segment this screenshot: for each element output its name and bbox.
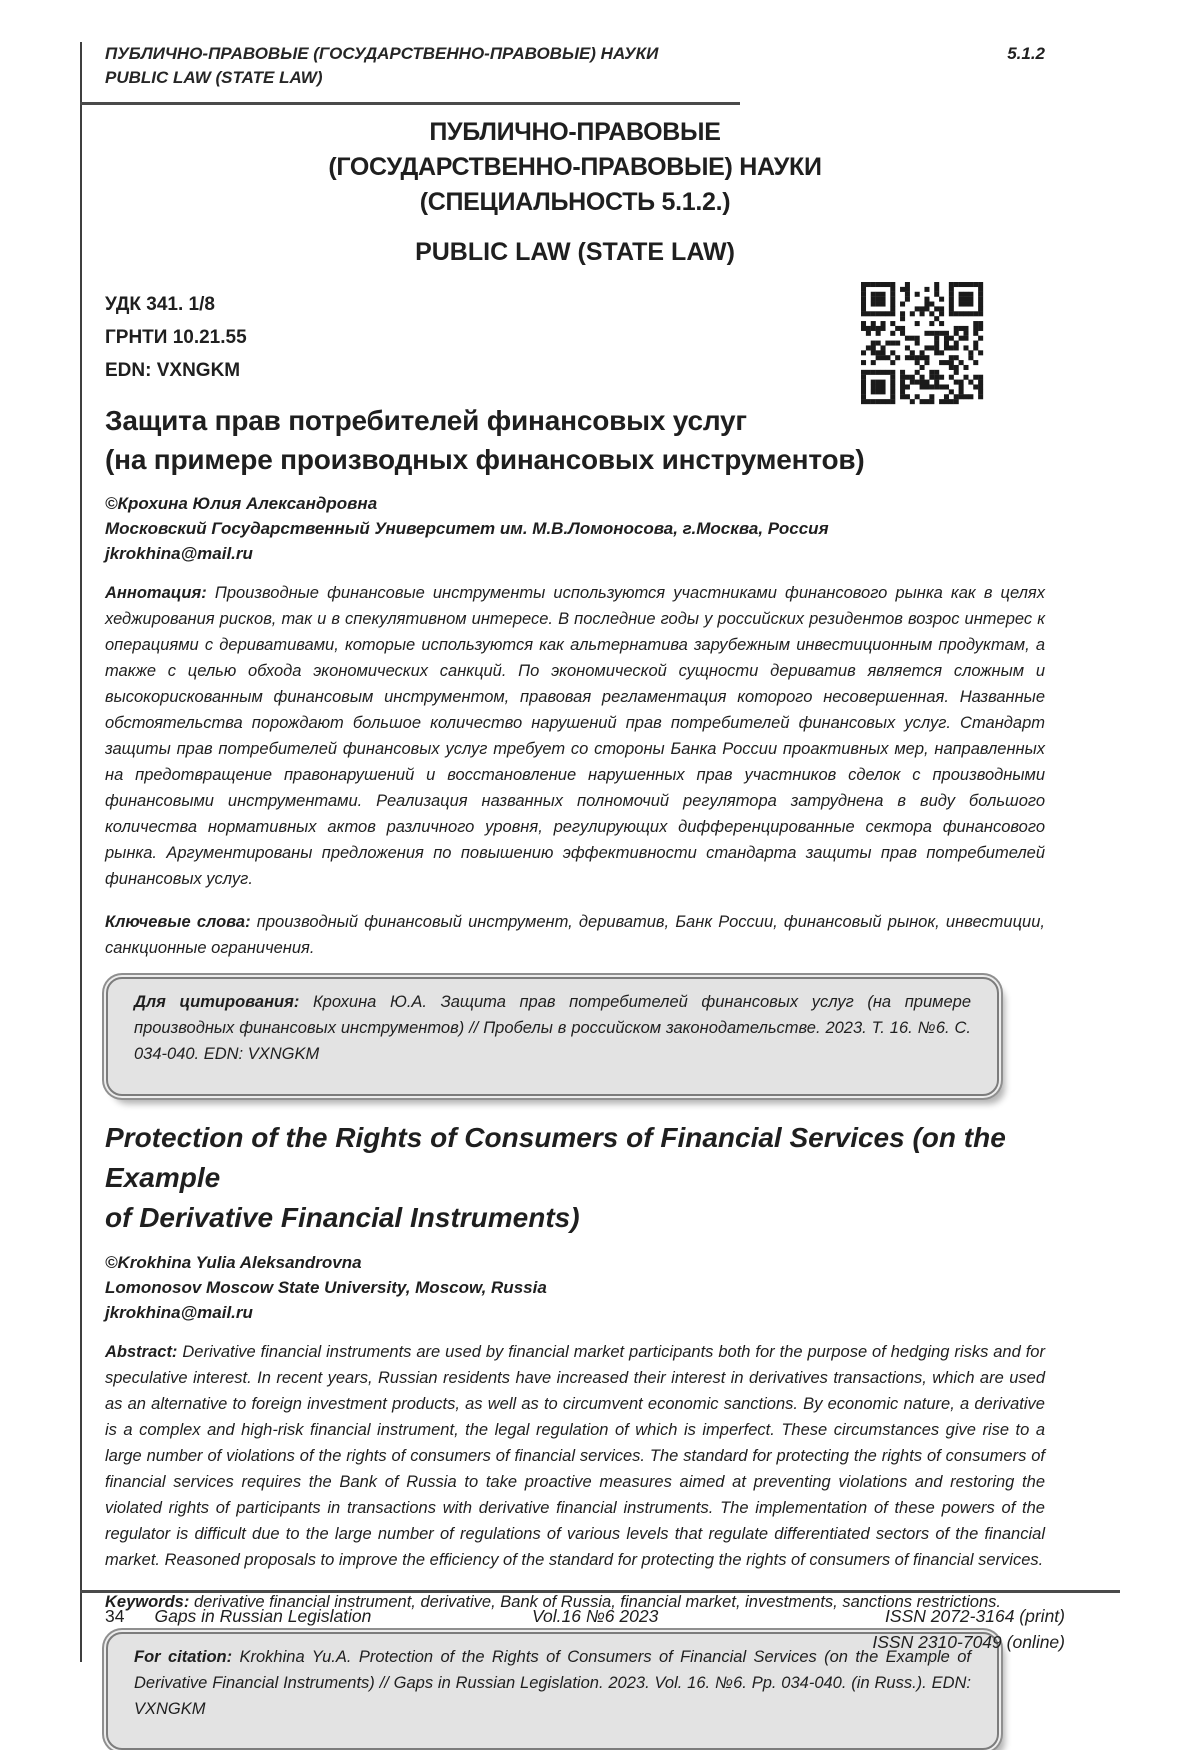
citation-label-en: For citation: xyxy=(134,1648,232,1666)
page-number: 34 xyxy=(80,1603,124,1629)
footer-rule xyxy=(80,1590,1120,1593)
running-head-title-ru: ПУБЛИЧНО-ПРАВОВЫЕ (ГОСУДАРСТВЕННО-ПРАВОВЫЕ) НАУКИ xyxy=(105,42,658,66)
article-title-ru-line1: Защита прав потребителей финансовых услуг xyxy=(105,401,1045,440)
edn-code: EDN: VXNGKM xyxy=(105,354,1045,387)
udk-code: УДК 341. 1/8 xyxy=(105,288,1045,321)
author-email-ru: jkrokhina@mail.ru xyxy=(105,541,1045,566)
keywords-text-ru: производный финансовый инструмент, дериватив, Банк России, финансовый рынок, инвестиции, санкционные ограничения. xyxy=(105,913,1045,957)
abstract-label-en: Abstract: xyxy=(105,1343,177,1361)
abstract-label-ru: Аннотация: xyxy=(105,584,207,602)
abstract-en xyxy=(105,1339,1045,1573)
running-head xyxy=(105,42,1045,90)
keywords-text-en: derivative financial instrument, derivative, Bank of Russia, financial market, investments, sanctions restrictions. xyxy=(194,1593,1001,1611)
left-margin-rule xyxy=(80,42,82,1662)
issn-print: ISSN 2072-3164 (print) xyxy=(872,1603,1065,1629)
header-rule xyxy=(80,102,740,105)
page-footer xyxy=(80,1590,1120,1655)
issn-block xyxy=(872,1603,1120,1655)
article-title-ru xyxy=(105,401,1045,479)
citation-text-en: Krokhina Yu.A. Protection of the Rights of Consumers of Financial Services (on the Example of Derivative Financial Instruments) // Gaps in Russian Legislation. 2023. Vol. 16. №6. Pp. 034-040. (in Russ.). EDN: VXNGKM xyxy=(134,1648,971,1718)
issn-online: ISSN 2310-7049 (online) xyxy=(872,1629,1065,1655)
author-affiliation-en: Lomonosov Moscow State University, Moscow, Russia xyxy=(105,1275,1045,1300)
citation-text-ru: Крохина Ю.А. Защита прав потребителей финансовых услуг (на примере производных финансовых инструментов) // Пробелы в российском законодательстве. 2023. Т. 16. №6. С. 034-040. EDN: VXNGKM xyxy=(134,993,971,1063)
section-heading-line3: (СПЕЦИАЛЬНОСТЬ 5.1.2.) xyxy=(105,185,1045,220)
author-affiliation-ru: Московский Государственный Университет им. М.В.Ломоносова, г.Москва, Россия xyxy=(105,516,1045,541)
qr-code xyxy=(861,282,983,404)
author-block-en xyxy=(105,1250,1045,1325)
citation-label-ru: Для цитирования: xyxy=(134,993,299,1011)
keywords-label-en: Keywords: xyxy=(105,1593,189,1611)
issue-info: Vol.16 №6 2023 xyxy=(532,1603,658,1629)
section-heading-en: PUBLIC LAW (STATE LAW) xyxy=(105,235,1045,270)
journal-name: Gaps in Russian Legislation xyxy=(154,1603,371,1629)
author-block-ru xyxy=(105,491,1045,566)
section-heading-line1: ПУБЛИЧНО-ПРАВОВЫЕ xyxy=(105,115,1045,150)
article-title-en-line1: Protection of the Rights of Consumers of Financial Services (on the Example xyxy=(105,1118,1045,1198)
citation-box-ru xyxy=(106,977,999,1096)
running-head-titles xyxy=(105,42,658,90)
article-title-ru-line2: (на примере производных финансовых инструментов) xyxy=(105,440,1045,479)
page-content xyxy=(105,42,1045,1750)
citation-ru xyxy=(134,989,971,1067)
article-title-en xyxy=(105,1118,1045,1238)
article-meta-block xyxy=(105,288,1045,1750)
keywords-label-ru: Ключевые слова: xyxy=(105,913,251,931)
running-head-title-en: PUBLIC LAW (STATE LAW) xyxy=(105,66,658,90)
keywords-ru xyxy=(105,909,1045,961)
abstract-text-ru: Производные финансовые инструменты используются участниками финансового рынка как в целях хеджирования рисков, так и в спекулятивном интересе. В последние годы у российских резидентов возрос интерес к операциями с деривативами, которые используются как альтернатива зарубежным инвестиционным продуктам, а также с целью обхода экономических санкций. По экономической сущности дериватив является сложным и высокорискованным финансовым инструментом, правовая регламентация которого несовершенная. Названные обстоятельства порождают большое количество нарушений прав потребителей финансовых услуг. Стандарт защиты прав потребителей финансовых услуг требует со стороны Банка России проактивных мер, направленных на предотвращение правонарушений и восстановление нарушенных прав участников сделок с производными финансовыми инструментами. Реализация названных полномочий регулятора затруднена в виду большого количества нормативных актов различного уровня, регулирующих дифференцированные сектора финансового рынка. Аргументированы предложения по повышению эффективности стандарта защиты прав потребителей финансовых услуг. xyxy=(105,584,1045,888)
author-email-en: jkrokhina@mail.ru xyxy=(105,1300,1045,1325)
author-name-en: ©Krokhina Yulia Aleksandrovna xyxy=(105,1250,1045,1275)
section-heading-line2: (ГОСУДАРСТВЕННО-ПРАВОВЫЕ) НАУКИ xyxy=(105,150,1045,185)
footer-row xyxy=(80,1603,1120,1655)
article-title-en-line2: of Derivative Financial Instruments) xyxy=(105,1198,1045,1238)
specialty-code: 5.1.2 xyxy=(1007,42,1045,66)
abstract-ru xyxy=(105,580,1045,892)
author-name-ru: ©Крохина Юлия Александровна xyxy=(105,491,1045,516)
abstract-text-en: Derivative financial instruments are used by financial market participants both for the purpose of hedging risks and for speculative interest. In recent years, Russian residents have increased their interest in derivatives transactions, which are used as an alternative to foreign investment products, as well as to circumvent economic sanctions. By economic nature, a derivative is a complex and high-risk financial instrument, the legal regulation of which is imperfect. These circumstances give rise to a large number of violations of the rights of consumers of financial services. The standard for protecting the rights of consumers of financial services requires the Bank of Russia to take proactive measures aimed at preventing violations and restoring the violated rights of participants in transactions with derivative financial instruments. The implementation of these powers of the regulator is difficult due to the large number of regulations of various levels that regulate differentiated sectors of the financial market. Reasoned proposals to improve the efficiency of the standard for protecting the rights of consumers of financial services. xyxy=(105,1343,1045,1569)
citation-en xyxy=(134,1644,971,1722)
section-heading-ru xyxy=(105,115,1045,220)
grnti-code: ГРНТИ 10.21.55 xyxy=(105,321,1045,354)
